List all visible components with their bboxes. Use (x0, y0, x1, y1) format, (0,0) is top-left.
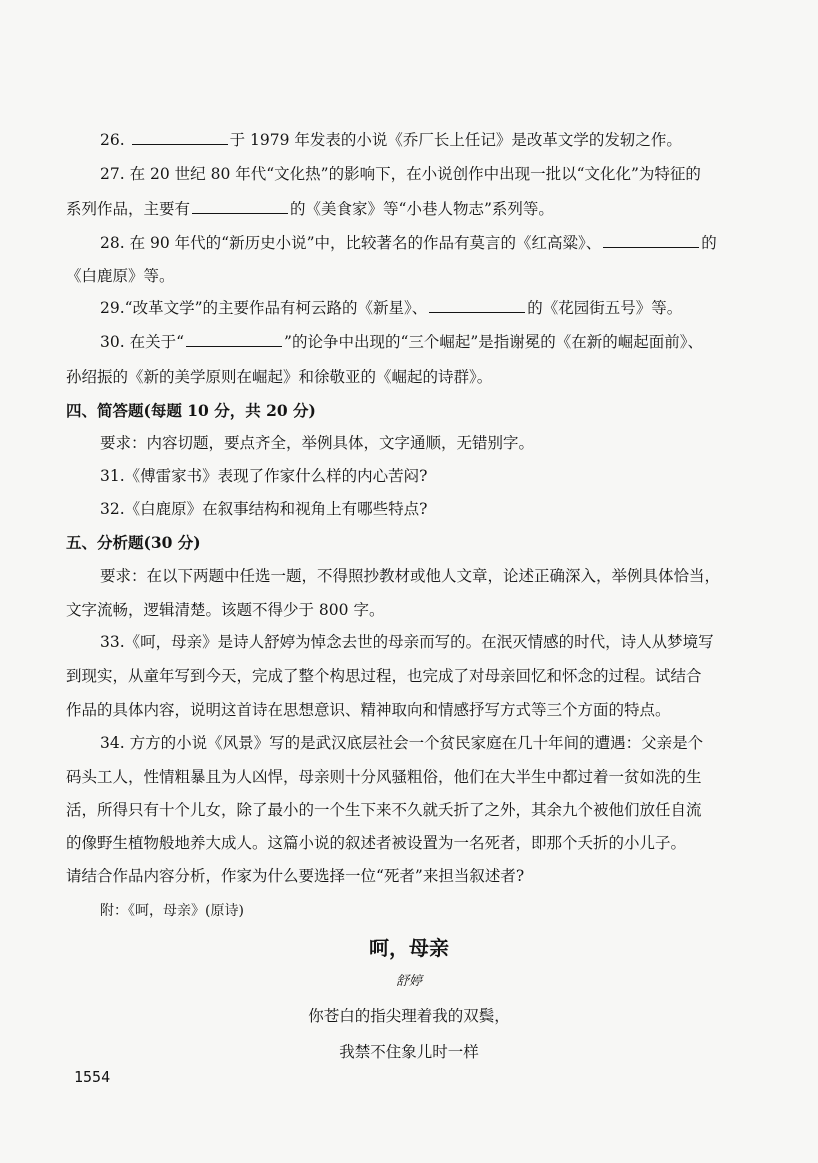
answer-blank[interactable] (186, 332, 282, 347)
question-26 (100, 130, 756, 150)
answer-blank[interactable] (603, 233, 699, 248)
question-31: 31.《傅雷家书》表现了作家什么样的内心苦闷? (100, 467, 428, 485)
question-34-line-1: 34. 方方的小说《风景》写的是武汉底层社会一个贫民家庭在几十年间的遭遇：父亲是个 (100, 734, 704, 752)
question-text: 系列作品，主要有 (66, 200, 191, 218)
question-text: 的 (701, 234, 717, 252)
question-34-line-2: 码头工人，性情粗暴且为人凶悍，母亲则十分风骚粗俗，他们在大半生中都过着一贫如洗的生 (66, 768, 702, 786)
question-text: 29.“改革文学”的主要作品有柯云路的《新星》、 (100, 299, 428, 317)
question-text: 的《花园街五号》等。 (527, 299, 683, 317)
question-34-line-5: 请结合作品内容分析，作家为什么要选择一位“死者”来担当叙述者? (66, 867, 525, 885)
question-32: 32.《白鹿原》在叙事结构和视角上有哪些特点? (100, 500, 428, 518)
question-29 (100, 298, 756, 318)
question-27-line-2 (66, 199, 756, 219)
poem-author: 舒婷 (395, 974, 422, 989)
answer-blank[interactable] (429, 298, 525, 313)
section-4-heading: 四、简答题(每题 10 分，共 20 分) (66, 401, 316, 420)
answer-blank[interactable] (192, 199, 288, 214)
question-text: 于 1979 年发表的小说《乔厂长上任记》是改革文学的发轫之作。 (229, 131, 682, 149)
poem-line-1: 你苍白的指尖理着我的双鬓， (308, 1007, 510, 1025)
question-33-line-1: 33.《呵，母亲》是诗人舒婷为悼念去世的母亲而写的。在泯灭情感的时代，诗人从梦境写 (100, 633, 714, 651)
question-33-line-2: 到现实，从童年写到今天，完成了整个构思过程，也完成了对母亲回忆和怀念的过程。试结合 (66, 667, 702, 685)
question-27-line-1: 27. 在 20 世纪 80 年代“文化热”的影响下，在小说创作中出现一批以“文化化”为特征的 (100, 165, 701, 183)
poem-title: 呵，母亲 (369, 936, 449, 960)
section-5-heading: 五、分析题(30 分) (66, 533, 201, 552)
answer-blank[interactable] (132, 130, 228, 145)
question-30-line-1 (100, 332, 756, 352)
appendix-label: 附：《呵，母亲》(原诗) (100, 903, 244, 919)
section-5-requirement-1: 要求：在以下两题中任选一题，不得照抄教材或他人文章，论述正确深入，举例具体恰当， (100, 567, 721, 585)
question-number: 26. (100, 131, 125, 149)
question-33-line-3: 作品的具体内容，说明这首诗在思想意识、精神取向和情感抒写方式等三个方面的特点。 (66, 701, 671, 719)
section-4-requirement: 要求：内容切题，要点齐全，举例具体，文字通顺，无错别字。 (100, 434, 535, 452)
question-28-line-2: 《白鹿原》等。 (66, 267, 175, 285)
question-30-line-2: 孙绍振的《新的美学原则在崛起》和徐敬亚的《崛起的诗群》。 (66, 368, 493, 386)
section-5-requirement-2: 文字流畅，逻辑清楚。该题不得少于 800 字。 (66, 601, 385, 619)
question-28-line-1 (100, 233, 756, 253)
question-34-line-3: 活，所得只有十个儿女，除了最小的一个生下来不久就夭折了之外，其余九个被他们放任自流 (66, 801, 702, 819)
question-34-line-4: 的像野生植物般地养大成人。这篇小说的叙述者被设置为一名死者，即那个夭折的小儿子。 (66, 834, 687, 852)
question-text: 的《美食家》等“小巷人物志”系列等。 (290, 200, 554, 218)
question-text: 28. 在 90 年代的“新历史小说”中，比较著名的作品有莫言的《红高粱》、 (100, 234, 602, 252)
question-text: 30. 在关于“ (100, 333, 185, 351)
question-text: ”的论争中出现的“三个崛起”是指谢冕的《在新的崛起面前》、 (284, 333, 704, 351)
poem-line-2: 我禁不住象儿时一样 (339, 1043, 479, 1061)
page-number: 1554 (74, 1068, 111, 1086)
